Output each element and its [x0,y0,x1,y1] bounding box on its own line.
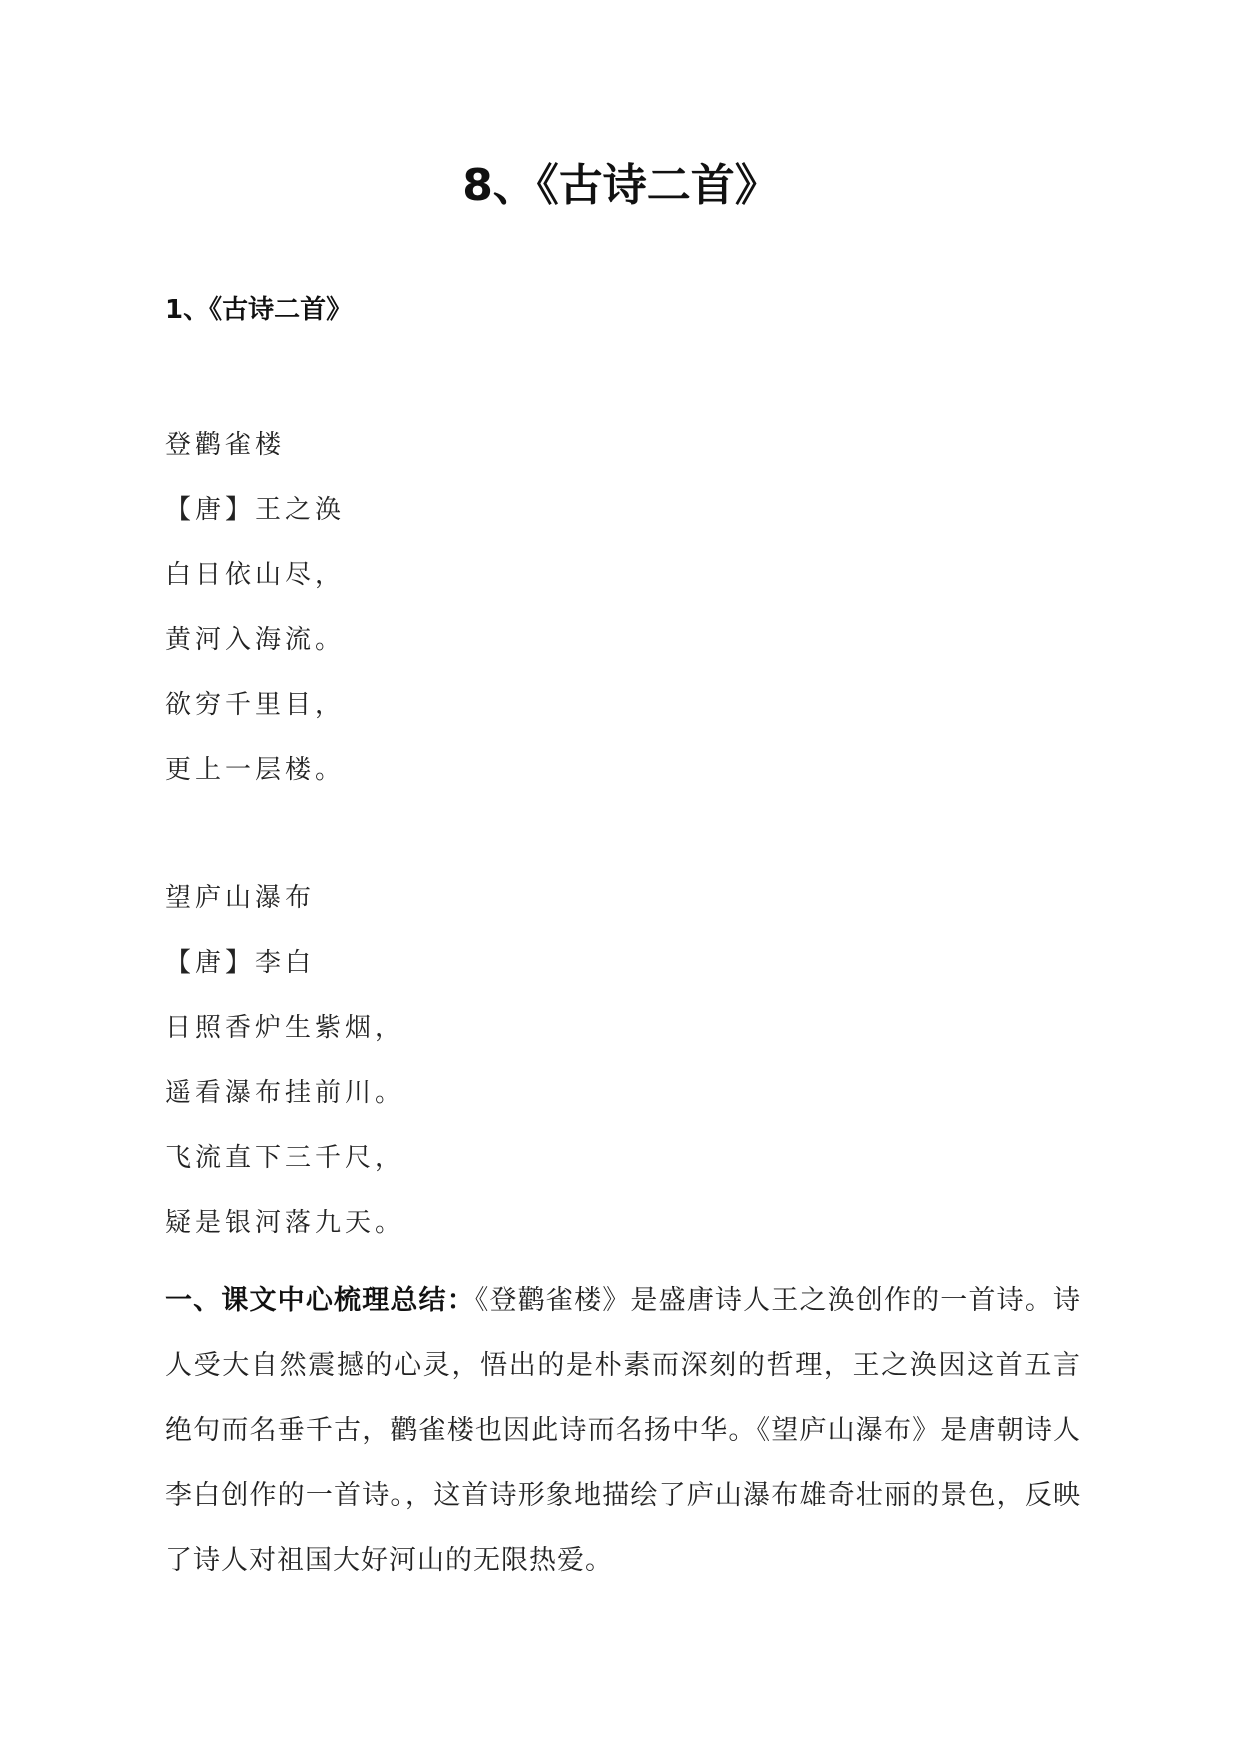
poem-author: 【唐】李白 [165,948,316,978]
poem-title: 登鹳雀楼 [165,430,286,460]
poem-line: 疑是银河落九天。 [165,1208,406,1238]
poem-line: 白日依山尽， [165,560,346,590]
poem-line: 欲穷千里目， [165,690,346,720]
summary-paragraph [165,1268,1081,1593]
poem-line: 黄河入海流。 [165,625,346,655]
poem-deng-guan-que-lou [165,413,345,803]
poem-title: 望庐山瀑布 [165,883,316,913]
summary-label: 一、课文中心梳理总结： [165,1285,475,1316]
poem-author: 【唐】王之涣 [165,495,346,525]
poem-line: 飞流直下三千尺， [165,1143,406,1173]
poem-line: 更上一层楼。 [165,755,346,785]
document-title: 8、《古诗二首》 [462,160,779,211]
section-heading: 1、《古诗二首》 [165,295,353,325]
summary-text: 《登鹳雀楼》是盛唐诗人王之涣创作的一首诗。诗人受大自然震撼的心灵，悟出的是朴素而深刻的哲理，王之涣因这首五言绝句而名垂千古，鹳雀楼也因此诗而名扬中华。《望庐山瀑布》是唐朝诗人李白创作的一首诗。，这首诗形象地描绘了庐山瀑布雄奇壮丽的景色，反映了诗人对祖国大好河山的无限热爱。 [165,1285,1081,1576]
poem-line: 日照香炉生紫烟， [165,1013,406,1043]
poem-line: 遥看瀑布挂前川。 [165,1078,406,1108]
poem-wang-lu-shan-pu-bu [165,866,405,1256]
